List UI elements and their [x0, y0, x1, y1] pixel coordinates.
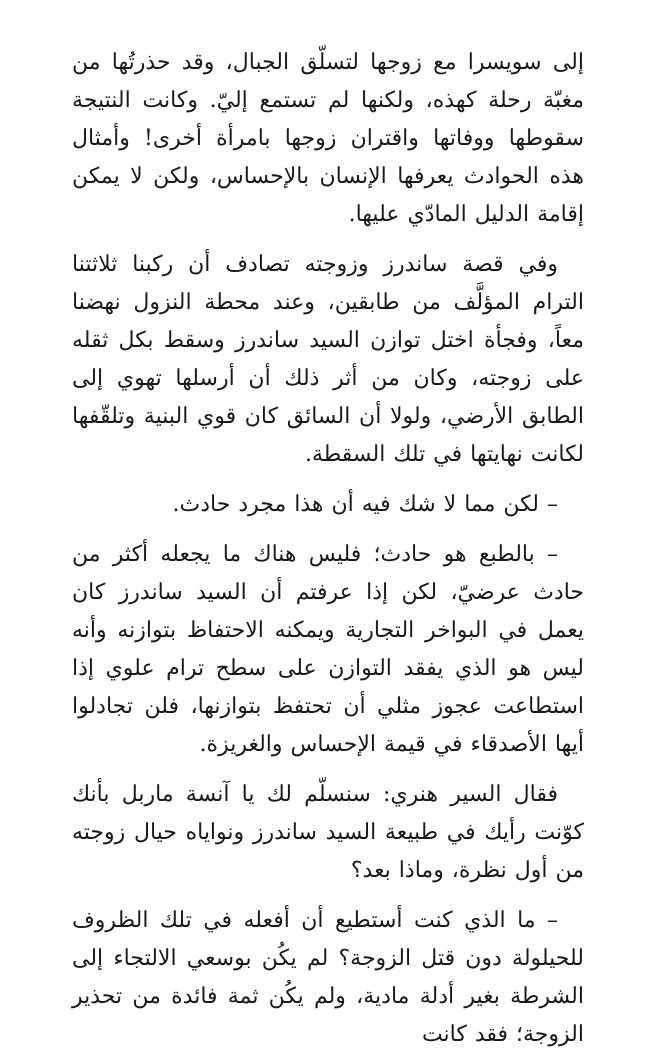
book-page: [72, 44, 584, 1054]
paragraph-5: فقال السير هنري: سنسلّم لك يا آنسة ماربل بأنك كوّنت رأيك في طبيعة السيد ساندرز ونواياه حيال زوجته من أول نظرة، وماذا بعد؟: [72, 782, 584, 883]
paragraph-3: – لكن مما لا شك فيه أن هذا مجرد حادث.: [172, 492, 558, 517]
paragraph-2: وفي قصة ساندرز وزوجته تصادف أن ركبنا ثلاثتنا الترام المؤلَّف من طابقين، وعند محطة النزول نهضنا معاً، وفجأة اختل توازن السيد ساندرز وسقط بكل ثقله على زوجته، وكان من أثر ذلك أن أرسلها تهوي إلى الطابق الأرضي، ولولا أن السائق كان قوي البنية وتلقّفها لكانت نهايتها في تلك السقطة.: [72, 252, 584, 467]
paragraph-6: – ما الذي كنت أستطيع أن أفعله في تلك الظروف للحيلولة دون قتل الزوجة؟ لم يكُن بوسعي الالتجاء إلى الشرطة بغير أدلة مادية، ولم يكُن ثمة فائدة من تحذير الزوجة؛ فقد كانت: [72, 908, 584, 1047]
paragraph-4: – بالطبع هو حادث؛ فليس هناك ما يجعله أكثر من حادث عرضيّ، لكن إذا عرفتم أن السيد ساندرز كان يعمل في البواخر التجارية ويمكنه الاحتفاظ بتوازنه وأنه ليس هو الذي يفقد التوازن على سطح ترام علوي إذا استطاعت عجوز مثلي أن تحتفظ بتوازنها، فلن تجادلوا أيها الأصدقاء في قيمة الإحساس والغريزة.: [72, 542, 584, 757]
paragraph-1: إلى سويسرا مع زوجها لتسلّق الجبال، وقد حذرتُها من مغبّة رحلة كهذه، ولكنها لم تستمع إليّ. وكانت النتيجة سقوطها ووفاتها واقتران زوجها بامرأة أخرى! وأمثال هذه الحوادث يعرفها الإنسان بالإحساس، ولكن لا يمكن إقامة الدليل المادّي عليها.: [72, 50, 584, 227]
